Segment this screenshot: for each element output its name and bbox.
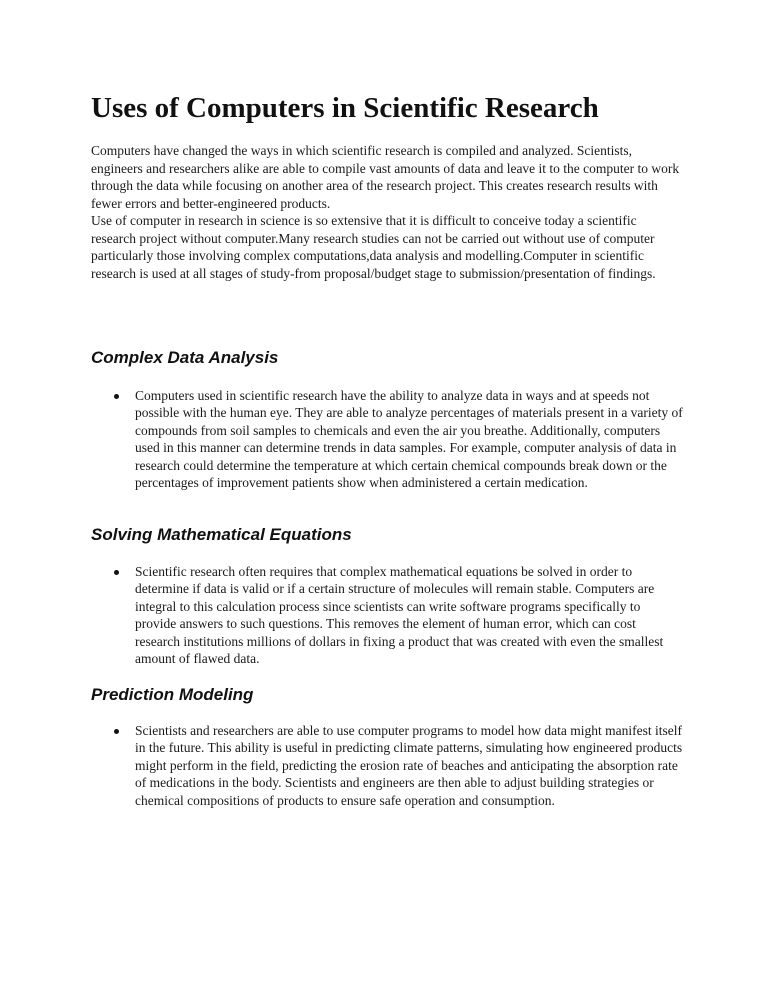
intro-section — [91, 142, 681, 282]
bullet-list — [135, 387, 683, 491]
bullet-list — [135, 722, 683, 809]
document-title: Uses of Computers in Scientific Research — [91, 92, 599, 124]
list-item — [135, 387, 683, 491]
intro-paragraph: Use of computer in research in science is so extensive that it is difficult to conceive today a scientific research project without computer.Many research studies can not be carried out without use of computer particularly those involving complex computations,data analysis and modelling.Computer in scientific research is used at all stages of study-from proposal/budget stage to submission/presentation of findings. — [91, 213, 656, 281]
section-heading-prediction-modeling: Prediction Modeling — [91, 685, 254, 704]
bullet-icon — [114, 570, 119, 575]
section-heading-solving-mathematical-equations: Solving Mathematical Equations — [91, 525, 352, 544]
list-item-text: Computers used in scientific research have the ability to analyze data in ways and at speeds not possible with the human eye. They are able to analyze percentages of materials present in a variety of compounds from soil samples to chemicals and even the air you breathe. Additionally, computers used in this manner can determine trends in data samples. For example, computer analysis of data in research could determine the temperature at which certain chemical compounds break down or the percentages of improvement patients show when administered a certain medication. — [135, 388, 683, 491]
list-item-text: Scientists and researchers are able to use computer programs to model how data might manifest itself in the future. This ability is useful in predicting climate patterns, simulating how engineered products might perform in the field, predicting the erosion rate of beaches and anticipating the absorption rate of medications in the body. Scientists and engineers are then able to adjust building strategies or chemical compositions of products to ensure safe operation and consumption. — [135, 723, 683, 808]
list-item — [135, 722, 683, 809]
bullet-icon — [114, 394, 119, 399]
bullet-icon — [114, 729, 119, 734]
list-item — [135, 563, 683, 667]
bullet-list — [135, 563, 683, 667]
list-item-text: Scientific research often requires that complex mathematical equations be solved in order to determine if data is valid or if a certain structure of molecules will remain stable. Computers are integral to this calculation process since scientists can write software programs specifically to provide answers to such questions. This removes the element of human error, which can cost research institutions millions of dollars in fixing a product that was created with even the smallest amount of flawed data. — [135, 564, 664, 667]
intro-paragraph: Computers have changed the ways in which scientific research is compiled and analyzed. Scientists, engineers and researchers alike are able to compile vast amounts of data and leave it to the computer to work through the data while focusing on another area of the research project. This creates research results with fewer errors and better-engineered products. — [91, 143, 680, 211]
section-heading-complex-data-analysis: Complex Data Analysis — [91, 348, 279, 367]
